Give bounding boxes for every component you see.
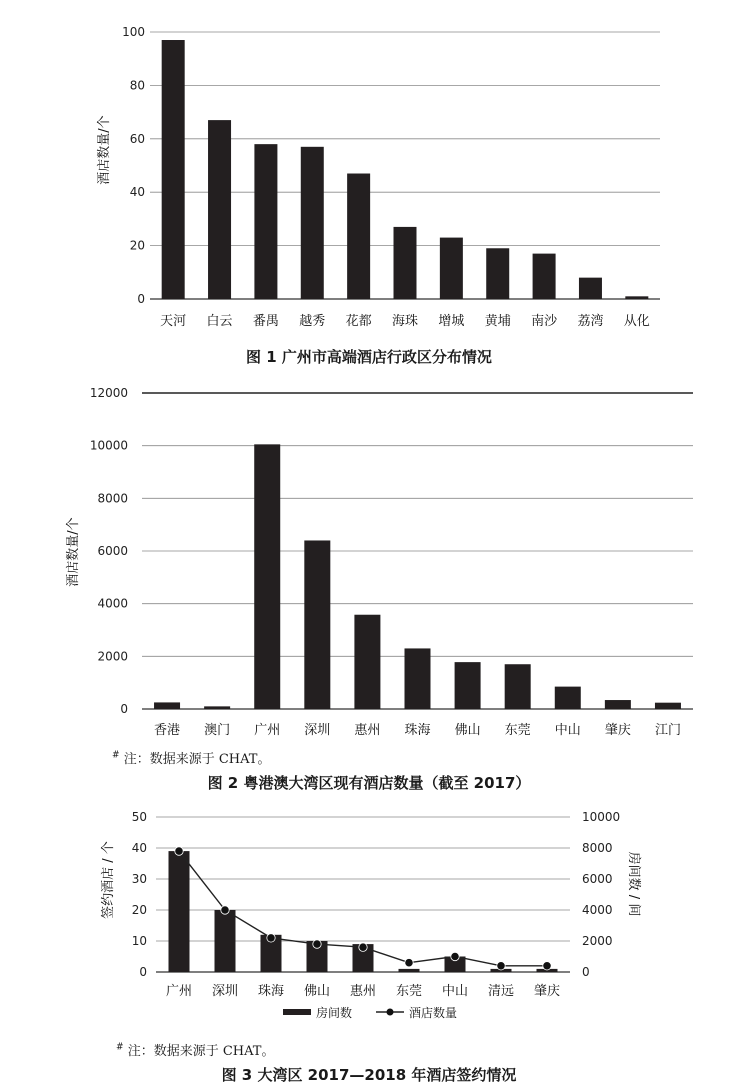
y-axis-label-1: 酒店数量/个 — [66, 517, 81, 587]
ytick-label-2-1: 10 — [131, 934, 147, 948]
bar-0-3 — [301, 147, 324, 299]
ytick-label-0-0: 0 — [137, 292, 145, 306]
ytick-label-0-5: 100 — [122, 25, 145, 39]
category-label-0-0: 天河 — [160, 314, 187, 329]
category-label-1-4: 惠州 — [354, 723, 381, 738]
category-label-1-10: 江门 — [654, 723, 681, 738]
line-point-4 — [359, 943, 367, 951]
line-point-5 — [405, 959, 413, 967]
category-label-1-0: 香港 — [154, 723, 181, 738]
y2tick-label-4: 8000 — [582, 841, 613, 855]
y2tick-label-5: 10000 — [582, 810, 621, 824]
category-label-0-7: 黄埔 — [484, 314, 511, 329]
bar-0-4 — [347, 174, 370, 299]
category-label-0-10: 从化 — [623, 314, 650, 329]
bar-0-6 — [440, 238, 463, 299]
legend-swatch-rooms — [283, 1009, 311, 1015]
bar-1-5 — [405, 648, 431, 709]
ytick-label-1-3: 6000 — [97, 544, 128, 558]
bar-0-7 — [486, 248, 509, 299]
category-label-2-7: 清远 — [487, 984, 515, 999]
category-label-0-1: 白云 — [206, 314, 233, 329]
line-point-7 — [497, 962, 505, 970]
figure3-note: # 注：数据来源于 CHAT。 — [116, 1042, 275, 1059]
category-label-2-0: 广州 — [165, 984, 193, 999]
bar-0-1 — [208, 120, 231, 299]
category-label-1-3: 深圳 — [304, 723, 331, 738]
y-axis-label-2: 签约酒店 / 个 — [101, 841, 116, 919]
figure2-note: # 注：数据来源于 CHAT。 — [112, 750, 271, 767]
ytick-label-1-5: 10000 — [89, 438, 128, 453]
category-label-1-1: 澳门 — [204, 723, 231, 738]
figure3-caption: 图 3 大湾区 2017—2018 年酒店签约情况 — [221, 1066, 517, 1084]
ytick-label-1-2: 4000 — [97, 596, 128, 611]
figure2-caption: 图 2 粤港澳大湾区现有酒店数量（截至 2017） — [207, 774, 531, 792]
ytick-label-0-1: 20 — [129, 238, 145, 253]
category-label-0-5: 海珠 — [391, 314, 419, 329]
bar-1-3 — [304, 540, 330, 709]
ytick-label-2-0: 0 — [139, 965, 147, 979]
ytick-label-1-4: 8000 — [97, 491, 128, 506]
category-label-0-6: 增城 — [438, 314, 465, 329]
line-point-0 — [175, 847, 183, 855]
legend-label-hotels: 酒店数量 — [409, 1006, 458, 1020]
ytick-label-1-0: 0 — [120, 702, 128, 716]
line-point-8 — [543, 962, 551, 970]
y2tick-label-0: 0 — [582, 965, 590, 979]
category-label-0-8: 南沙 — [531, 314, 558, 329]
ytick-label-0-2: 40 — [129, 185, 145, 200]
y2tick-label-3: 6000 — [582, 872, 613, 886]
category-label-2-3: 佛山 — [303, 984, 331, 999]
bar-1-10 — [655, 703, 681, 709]
legend-marker-hotels — [387, 1009, 394, 1016]
category-label-0-2: 番禺 — [252, 314, 279, 329]
bar-0-2 — [254, 144, 277, 299]
ytick-label-2-4: 40 — [131, 841, 147, 855]
category-label-1-6: 佛山 — [454, 723, 481, 738]
line-point-1 — [221, 906, 229, 914]
ytick-label-2-2: 20 — [131, 903, 147, 917]
bar-0-5 — [394, 227, 417, 299]
y-axis-label-0: 酒店数量/个 — [97, 115, 112, 185]
y2tick-label-1: 2000 — [582, 934, 613, 948]
bar-1-2 — [254, 444, 280, 709]
category-label-1-8: 中山 — [554, 723, 581, 738]
category-label-2-8: 肇庆 — [533, 984, 561, 999]
line-point-6 — [451, 952, 459, 960]
category-label-1-5: 珠海 — [404, 723, 431, 738]
category-label-2-5: 东莞 — [395, 984, 423, 999]
category-label-2-4: 惠州 — [349, 984, 377, 999]
bar-0-8 — [533, 254, 556, 299]
category-label-0-9: 荔湾 — [577, 314, 604, 329]
category-label-1-2: 广州 — [254, 723, 281, 738]
line-point-3 — [313, 940, 321, 948]
bar-1-1 — [204, 706, 230, 709]
bar-0-10 — [625, 296, 648, 299]
bar-1-7 — [505, 664, 531, 709]
ytick-label-2-3: 30 — [131, 872, 147, 886]
bar-2-5 — [399, 969, 420, 972]
bar-1-9 — [605, 700, 631, 709]
ytick-label-1-6: 12000 — [89, 386, 128, 400]
y2tick-label-2: 4000 — [582, 903, 613, 917]
figure1-caption: 图 1 广州市高端酒店行政区分布情况 — [246, 348, 492, 366]
line-point-2 — [267, 934, 275, 942]
ytick-label-0-4: 80 — [129, 78, 145, 93]
category-label-1-7: 东莞 — [504, 723, 531, 738]
ytick-label-1-1: 2000 — [97, 649, 128, 664]
bar-2-1 — [215, 910, 236, 972]
category-label-2-2: 珠海 — [257, 984, 285, 999]
category-label-0-4: 花都 — [345, 314, 372, 329]
y2-axis-label: 房间数 / 间 — [626, 851, 641, 917]
bar-1-4 — [354, 615, 380, 709]
legend-label-rooms: 房间数 — [316, 1006, 353, 1020]
ytick-label-0-3: 60 — [129, 131, 145, 146]
bar-2-0 — [169, 851, 190, 972]
category-label-2-1: 深圳 — [211, 984, 239, 999]
category-label-1-9: 肇庆 — [604, 723, 631, 738]
bar-1-8 — [555, 687, 581, 709]
category-label-2-6: 中山 — [441, 984, 469, 999]
bar-0-9 — [579, 278, 602, 299]
ytick-label-2-5: 50 — [131, 810, 147, 824]
category-label-0-3: 越秀 — [299, 314, 326, 329]
bar-1-0 — [154, 702, 180, 709]
bar-0-0 — [162, 40, 185, 299]
bar-1-6 — [455, 662, 481, 709]
